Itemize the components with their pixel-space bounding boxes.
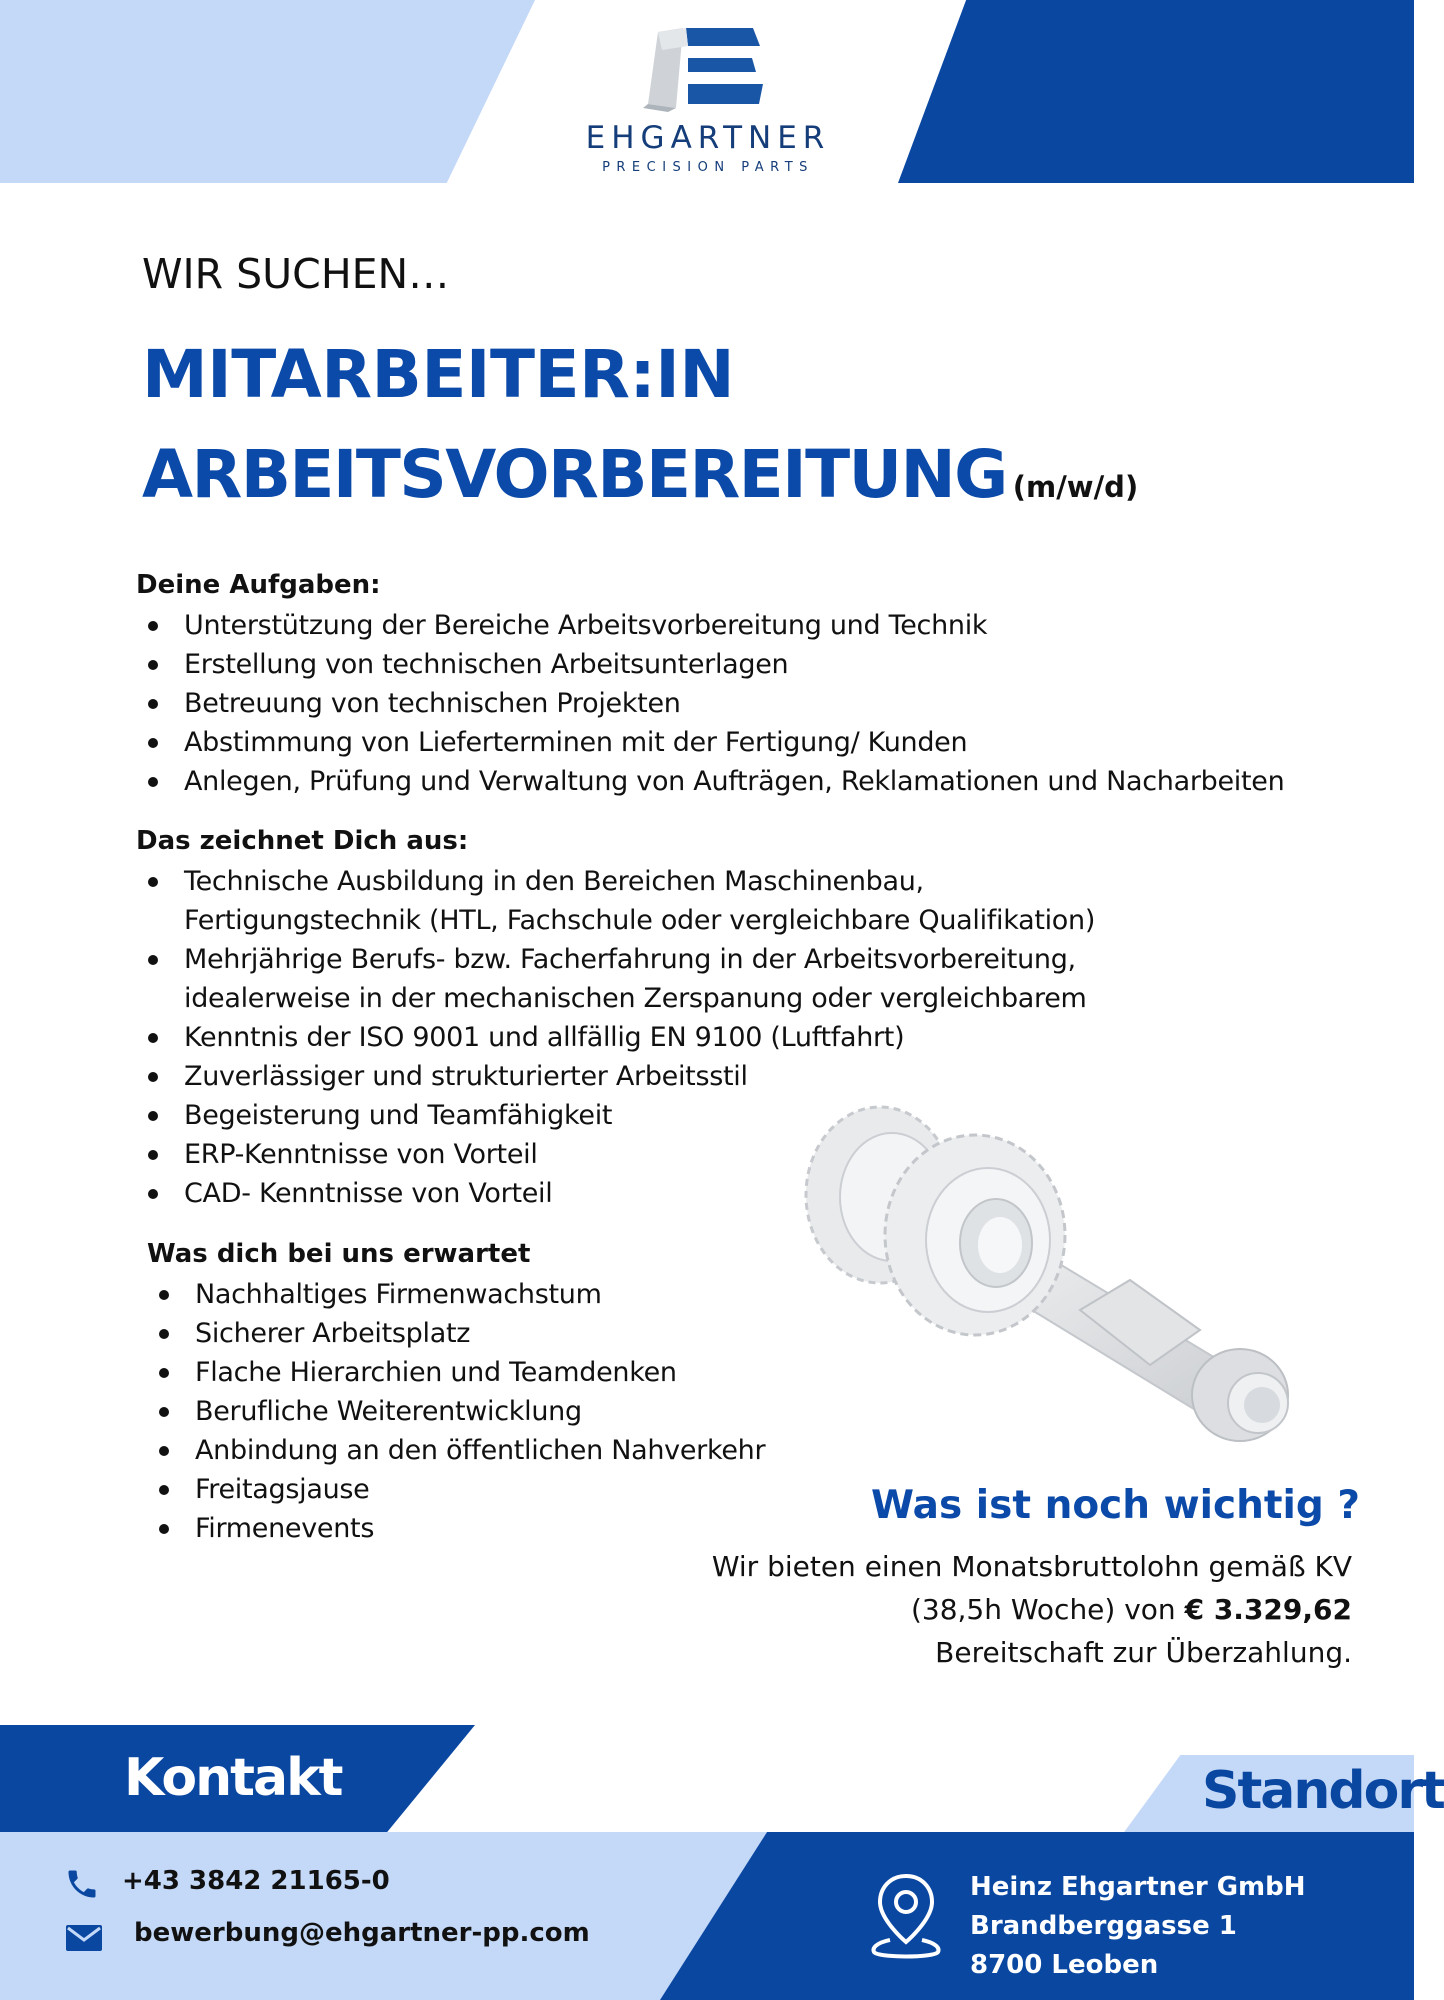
tasks-section: [136, 570, 1366, 801]
list-item: Unterstützung der Bereiche Arbeitsvorbereitung und Technik: [136, 606, 1366, 645]
phone-link[interactable]: +43 3842 21165-0: [122, 1866, 390, 1896]
list-item: Freitagsjause: [147, 1470, 847, 1509]
salary-line3: Bereitschaft zur Überzahlung.: [935, 1636, 1352, 1669]
list-item-line: Fertigungstechnik (HTL, Fachschule oder vergleichbare Qualifikation): [184, 905, 1096, 936]
mail-icon: [66, 1925, 102, 1951]
list-item: Abstimmung von Lieferterminen mit der Fertigung/ Kunden: [136, 723, 1366, 762]
salary-line2-prefix: (38,5h Woche) von: [910, 1593, 1185, 1626]
list-item: CAD- Kenntnisse von Vorteil: [136, 1174, 1366, 1213]
logo-mark-icon: [548, 20, 868, 120]
tasks-list: [136, 606, 1366, 801]
job-title-line1: MITARBEITER:IN: [142, 336, 735, 413]
list-item: Nachhaltiges Firmenwachstum: [147, 1275, 847, 1314]
benefits-heading: Was dich bei uns erwartet: [147, 1239, 531, 1269]
list-item: Berufliche Weiterentwicklung: [147, 1392, 847, 1431]
address-street: Brandberggasse 1: [970, 1911, 1237, 1941]
list-item: Begeisterung und Teamfähigkeit: [136, 1096, 1366, 1135]
salary-info: [560, 1545, 1352, 1674]
list-item: Erstellung von technischen Arbeitsunterlagen: [136, 645, 1366, 684]
list-item-line: Technische Ausbildung in den Bereichen Maschinenbau,: [184, 866, 924, 897]
logo-wordmark: EHGARTNER: [585, 120, 831, 156]
contact-heading: Kontakt: [124, 1748, 342, 1808]
company-address: [970, 1868, 1306, 1985]
company-logo: [548, 20, 868, 180]
location-pin-icon: [868, 1870, 944, 1962]
list-item-line: idealerweise in der mechanischen Zerspanung oder vergleichbarem: [184, 983, 1087, 1014]
salary-line1: Wir bieten einen Monatsbruttolohn gemäß KV: [711, 1550, 1352, 1583]
gear-shaft-illustration: [800, 1085, 1320, 1445]
job-title-line2-text: ARBEITSVORBEREITUNG: [142, 436, 1007, 513]
list-item: Zuverlässiger und strukturierter Arbeitsstil: [136, 1057, 1366, 1096]
header-band-light: [0, 0, 535, 183]
list-item: [136, 862, 1366, 940]
list-item: Flache Hierarchien und Teamdenken: [147, 1353, 847, 1392]
tasks-heading: Deine Aufgaben:: [136, 570, 381, 600]
logo-tagline: PRECISION PARTS: [602, 160, 814, 175]
list-item: Sicherer Arbeitsplatz: [147, 1314, 847, 1353]
list-item: Anlegen, Prüfung und Verwaltung von Aufträgen, Reklamationen und Nacharbeiten: [136, 762, 1366, 801]
address-company: Heinz Ehgartner GmbH: [970, 1872, 1306, 1902]
address-city: 8700 Leoben: [970, 1950, 1159, 1980]
list-item: Firmenevents: [147, 1509, 847, 1548]
list-item: [136, 940, 1366, 1018]
list-item: Betreuung von technischen Projekten: [136, 684, 1366, 723]
email-link[interactable]: bewerbung@ehgartner-pp.com: [134, 1918, 590, 1948]
profile-heading: Das zeichnet Dich aus:: [136, 826, 469, 856]
important-heading: Was ist noch wichtig ?: [871, 1483, 1360, 1528]
list-item: Anbindung an den öffentlichen Nahverkehr: [147, 1431, 847, 1470]
list-item: Kenntnis der ISO 9001 und allfällig EN 9100 (Luftfahrt): [136, 1018, 1366, 1057]
phone-icon: [64, 1866, 100, 1902]
list-item-line: Mehrjährige Berufs- bzw. Facherfahrung in der Arbeitsvorbereitung,: [184, 944, 1076, 975]
salary-amount: € 3.329,62: [1184, 1593, 1352, 1626]
gender-suffix: (m/w/d): [1012, 470, 1139, 504]
list-item: ERP-Kenntnisse von Vorteil: [136, 1135, 1366, 1174]
location-heading: Standort: [1202, 1761, 1444, 1821]
job-title-line2: [142, 436, 1138, 513]
header-band-dark: [898, 0, 1414, 183]
headline-kicker: WIR SUCHEN…: [142, 250, 450, 298]
salary-line2: [560, 1588, 1352, 1631]
